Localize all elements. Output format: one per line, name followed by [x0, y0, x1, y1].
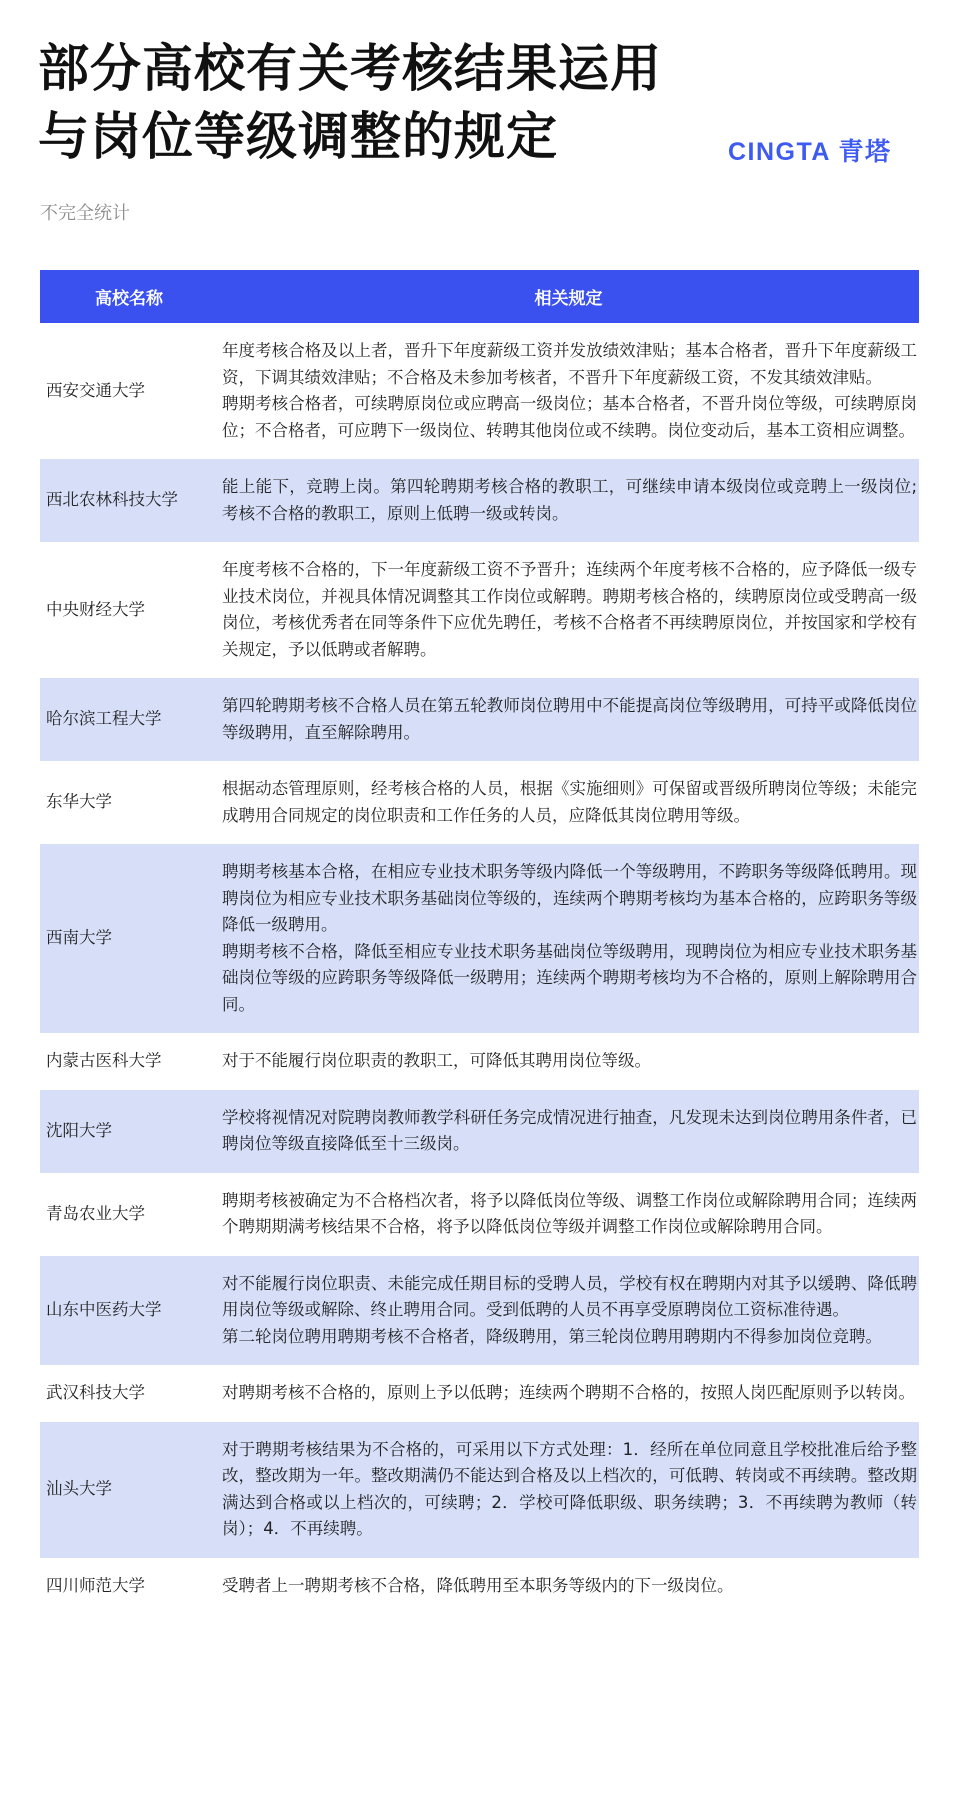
regulation-paragraph: 第二轮岗位聘用聘期考核不合格者，降级聘用，第三轮岗位聘用聘期内不得参加岗位竞聘。: [222, 1326, 882, 1346]
regulation-paragraph: 对聘期考核不合格的，原则上予以低聘；连续两个聘期不合格的，按照人岗匹配原则予以转岗。: [222, 1383, 915, 1402]
page-title-line-1: 部分高校有关考核结果运用: [38, 40, 663, 99]
university-name: 汕头大学: [40, 1422, 218, 1558]
regulation-cell: [218, 459, 919, 542]
table-row: [40, 1558, 919, 1615]
regulation-paragraph: 年度考核合格及以上者，晋升下年度薪级工资并发放绩效津贴；基本合格者，晋升下年度薪级工资，下调其绩效津贴；不合格及未参加考核者，不晋升下年度薪级工资，不发其绩效津贴。: [222, 341, 917, 387]
regulation-cell: [218, 1558, 919, 1615]
university-name: 沈阳大学: [40, 1090, 218, 1173]
university-name: 山东中医药大学: [40, 1256, 218, 1366]
regulation-paragraph: 受聘者上一聘期考核不合格，降低聘用至本职务等级内的下一级岗位。: [222, 1575, 734, 1595]
table-row: [40, 459, 919, 542]
regulation-cell: [218, 678, 919, 761]
table-row: [40, 1422, 919, 1558]
regulations-table: [40, 270, 919, 1614]
table-row: [40, 678, 919, 761]
regulation-paragraph: 聘期考核被确定为不合格档次者，将予以降低岗位等级、调整工作岗位或解除聘用合同；连续两个聘期期满考核结果不合格，将予以降低岗位等级并调整工作岗位或解除聘用合同。: [222, 1190, 917, 1236]
regulation-cell: [218, 844, 919, 1033]
page-title-line-2: 与岗位等级调整的规定: [38, 108, 559, 167]
university-name: 中央财经大学: [46, 599, 145, 619]
regulation-paragraph: 对于不能履行岗位职责的教职工，可降低其聘用岗位等级。: [222, 1051, 651, 1070]
regulation-paragraph: 年度考核不合格的，下一年度薪级工资不予晋升；连续两个年度考核不合格的，应予降低一级专业技术岗位，并视具体情况调整其工作岗位或解聘。聘期考核合格的，续聘原岗位或受聘高一级岗位，考核优秀者在同等条件下应优先聘任，考核不合格者不再续聘原岗位，并按国家和学校有关规定，予以低聘或者解聘。: [222, 560, 917, 659]
regulation-paragraph: 能上能下，竞聘上岗。第四轮聘期考核合格的教职工，可继续申请本级岗位或竞聘上一级岗位;考核不合格的教职工，原则上低聘一级或转岗。: [222, 477, 917, 523]
column-header-regulation: 相关规定: [218, 270, 919, 323]
table-row: [40, 1033, 919, 1090]
regulation-cell: [218, 761, 919, 844]
regulations-table-container: [40, 270, 919, 1614]
page-title: [38, 36, 718, 172]
table-row: [40, 1256, 919, 1366]
table-row: [40, 844, 919, 1033]
university-name: 青岛农业大学: [46, 1203, 145, 1223]
brand-logo: CINGTA 青塔: [728, 138, 892, 166]
subtitle: 不完全统计: [40, 203, 130, 224]
regulation-cell: [218, 1422, 919, 1558]
regulation-paragraph: 聘期考核合格者，可续聘原岗位或应聘高一级岗位；基本合格者，不晋升岗位等级，可续聘原岗位；不合格者，可应聘下一级岗位、转聘其他岗位或不续聘。岗位变动后，基本工资相应调整。: [222, 394, 917, 440]
university-name: 内蒙古医科大学: [46, 1051, 162, 1070]
table-row: [40, 542, 919, 678]
university-name: 哈尔滨工程大学: [40, 678, 218, 761]
university-name: 四川师范大学: [46, 1575, 145, 1595]
regulation-cell: [218, 1365, 919, 1422]
university-name: 西南大学: [40, 844, 218, 1033]
regulation-cell: [218, 1033, 919, 1090]
regulation-paragraph: 聘期考核基本合格，在相应专业技术职务等级内降低一个等级聘用，不跨职务等级降低聘用。现聘岗位为相应专业技术职务基础岗位等级的，连续两个聘期考核均为基本合格的，应跨职务等级降低一级聘用。: [222, 862, 917, 934]
table-row: [40, 761, 919, 844]
regulation-paragraph: 第四轮聘期考核不合格人员在第五轮教师岗位聘用中不能提高岗位等级聘用，可持平或降低岗位等级聘用，直至解除聘用。: [222, 696, 917, 742]
regulation-paragraph: 对于聘期考核结果为不合格的，可采用以下方式处理：1．经所在单位同意且学校批准后给予整改，整改期为一年。整改期满仍不能达到合格及以上档次的，可低聘、转岗或不再续聘。整改期满达到合格或以上档次的，可续聘；2．学校可降低职级、职务续聘；3．不再续聘为教师（转岗）；4．不再续聘。: [222, 1439, 917, 1538]
regulation-cell: [218, 542, 919, 678]
table-row: [40, 1090, 919, 1173]
regulation-paragraph: 聘期考核不合格，降低至相应专业技术职务基础岗位等级聘用，现聘岗位为相应专业技术职务基础岗位等级的应跨职务等级降低一级聘用；连续两个聘期考核均为不合格的，原则上解除聘用合同。: [222, 941, 917, 1014]
university-name: 西北农林科技大学: [40, 459, 218, 542]
table-body: [40, 323, 919, 1614]
table-row: [40, 323, 919, 459]
table-header-row: [40, 270, 919, 323]
university-name: 东华大学: [46, 792, 112, 812]
table-row: [40, 1365, 919, 1422]
column-header-university: 高校名称: [40, 270, 218, 323]
regulation-cell: [218, 1256, 919, 1366]
regulation-paragraph: 学校将视情况对院聘岗教师教学科研任务完成情况进行抽查，凡发现未达到岗位聘用条件者，已聘岗位等级直接降低至十三级岗。: [222, 1107, 917, 1153]
regulation-paragraph: 对不能履行岗位职责、未能完成任期目标的受聘人员，学校有权在聘期内对其予以缓聘、降低聘用岗位等级或解除、终止聘用合同。受到低聘的人员不再享受原聘岗位工资标准待遇。: [222, 1273, 917, 1319]
university-name: 西安交通大学: [46, 380, 145, 400]
regulation-paragraph: 根据动态管理原则，经考核合格的人员，根据《实施细则》可保留或晋级所聘岗位等级；未能完成聘用合同规定的岗位职责和工作任务的人员，应降低其岗位聘用等级。: [222, 779, 917, 825]
table-row: [40, 1173, 919, 1256]
regulation-cell: [218, 1090, 919, 1173]
regulation-cell: [218, 323, 919, 459]
regulation-cell: [218, 1173, 919, 1256]
university-name: 武汉科技大学: [46, 1383, 145, 1402]
